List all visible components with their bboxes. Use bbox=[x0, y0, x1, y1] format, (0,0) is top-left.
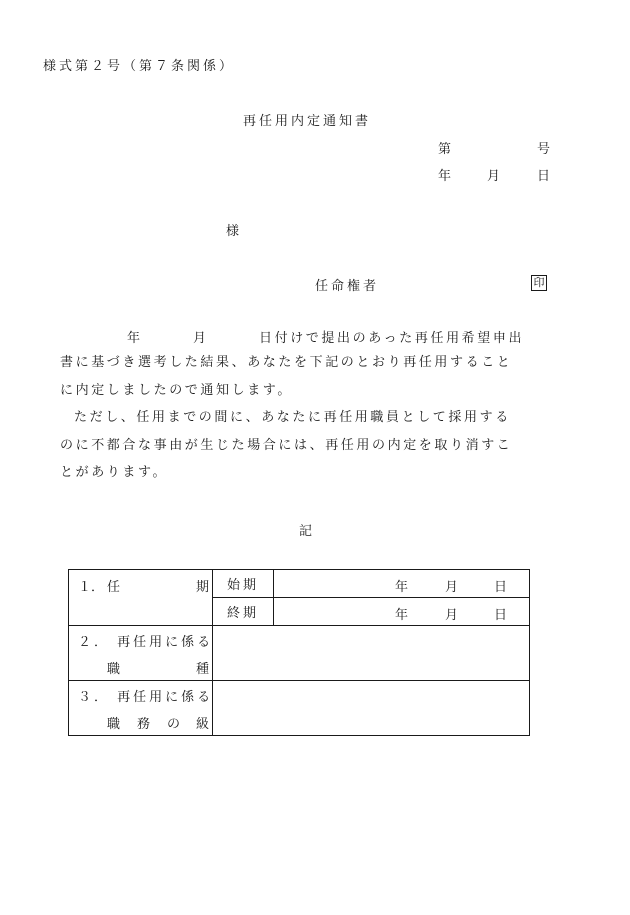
end-date-cell bbox=[274, 598, 530, 626]
doc-date-day: 日 bbox=[537, 169, 551, 184]
start-date-month: 月 bbox=[445, 580, 459, 595]
item3-value-cell[interactable] bbox=[213, 681, 530, 736]
body-paragraph-1 bbox=[60, 349, 540, 404]
item3-line2-d: 級 bbox=[196, 717, 210, 732]
item2-line2-a: 職 bbox=[107, 662, 121, 677]
item1-label-cell bbox=[69, 570, 213, 626]
body-para1-line1: 日付けで提出のあった再任用希望申出 bbox=[259, 331, 525, 346]
item3-line2-a: 職 bbox=[107, 717, 121, 732]
item3-line2-c: の bbox=[167, 717, 181, 732]
doc-date-year: 年 bbox=[438, 169, 452, 184]
item2-line1: ２． 再任用に係る bbox=[78, 635, 214, 650]
start-date-day: 日 bbox=[494, 580, 508, 595]
end-date-year: 年 bbox=[395, 608, 409, 623]
body-paragraph-2 bbox=[60, 404, 540, 487]
issuer-label: 任命権者 bbox=[315, 279, 380, 294]
end-date-month: 月 bbox=[445, 608, 459, 623]
start-date-cell bbox=[274, 570, 530, 598]
item2-line2-b: 種 bbox=[196, 662, 210, 677]
start-label: 始期 bbox=[213, 570, 274, 598]
body-para2-line3: とがあります。 bbox=[60, 465, 169, 480]
addressee-honorific: 様 bbox=[226, 224, 240, 239]
seal-mark: 印 bbox=[531, 275, 547, 291]
item1-label-a: 任 bbox=[107, 580, 121, 595]
item1-no: １． bbox=[78, 580, 105, 595]
item3-label-cell bbox=[69, 681, 213, 736]
body-date-month: 月 bbox=[193, 331, 207, 346]
body-date-year: 年 bbox=[127, 331, 141, 346]
body-para1-line2: 書に基づき選考した結果、あなたを下記のとおり再任用すること bbox=[60, 355, 513, 370]
item3-line2-b: 務 bbox=[137, 717, 151, 732]
record-heading: 記 bbox=[299, 524, 313, 539]
item2-value-cell[interactable] bbox=[213, 626, 530, 681]
body-para2-line1: ただし、任用までの間に、あなたに再任用職員として採用する bbox=[74, 410, 511, 425]
doc-date-month: 月 bbox=[487, 169, 501, 184]
start-date-year: 年 bbox=[395, 580, 409, 595]
details-table bbox=[68, 569, 530, 736]
doc-no-suffix: 号 bbox=[537, 142, 551, 157]
body-para2-line2: のに不都合な事由が生じた場合には、再任用の内定を取り消すこ bbox=[60, 437, 513, 453]
form-number: 様式第２号（第７条関係） bbox=[43, 59, 236, 74]
document-title: 再任用内定通知書 bbox=[243, 114, 372, 129]
item3-line1: ３． 再任用に係る bbox=[78, 690, 214, 705]
body-para1-line3: に内定しましたので通知します。 bbox=[60, 382, 293, 398]
end-date-day: 日 bbox=[494, 608, 508, 623]
item2-label-cell bbox=[69, 626, 213, 681]
item1-label-b: 期 bbox=[196, 580, 210, 595]
end-label: 終期 bbox=[213, 598, 274, 626]
doc-no-prefix: 第 bbox=[438, 142, 452, 157]
